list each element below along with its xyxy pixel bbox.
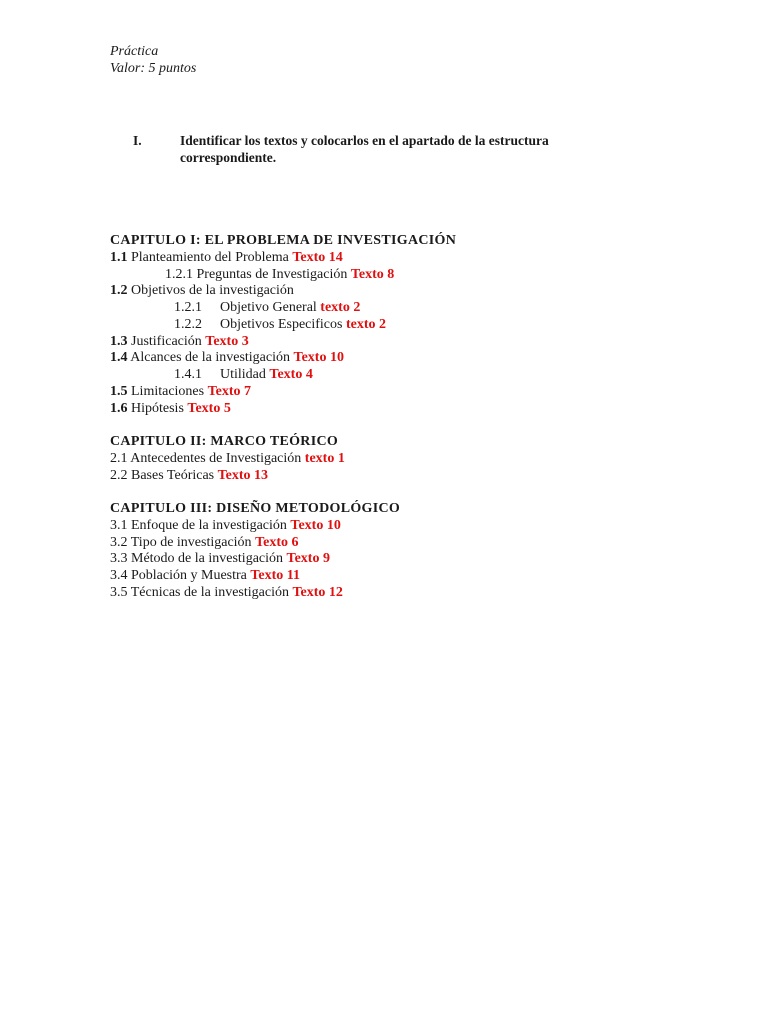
practice-title: Práctica [110,44,159,59]
item-label: Tipo de investigación [130,534,252,550]
item-answer: Texto 10 [293,350,344,366]
item-number: 1.4.1 [174,367,202,382]
point-value: Valor: 5 puntos [110,61,197,76]
item-number: 2.1 [110,450,128,466]
chapter-1 [110,233,710,417]
chapter-title: CAPITULO II: MARCO TEÓRICO [110,434,339,449]
list-item [110,384,710,401]
chapter-2 [110,434,710,484]
list-item [110,317,710,334]
item-answer: texto 2 [345,316,387,332]
item-label: Enfoque de la investigación [131,517,287,533]
list-item [110,568,710,585]
item-number: 1.5 [110,383,128,399]
list-item [110,401,710,418]
item-label: Población y Muestra [131,568,247,583]
item-label: Método de la investigación [131,551,284,567]
list-item [110,334,710,351]
item-answer: Texto 6 [255,534,299,550]
item-number: 1.2.1 [165,266,193,282]
item-label: Antecedentes de Investigación [130,450,302,466]
instruction-text: Identificar los textos y colocarlos en el apartado de la estructura correspondiente. [180,133,549,165]
list-item [110,585,710,602]
item-number: 3.2 [110,534,128,550]
item-number: 3.1 [110,517,128,533]
item-number: 1.2.2 [174,316,202,332]
item-number: 1.3 [110,333,128,349]
item-answer: Texto 9 [286,551,330,567]
item-number: 1.6 [110,400,128,416]
item-label: Limitaciones [131,383,205,399]
item-answer: Texto 12 [292,584,343,600]
list-item [110,283,710,300]
list-item [110,367,710,384]
chapter-title: CAPITULO III: DISEÑO METODOLÓGICO [110,501,401,516]
chapter-title: CAPITULO I: EL PROBLEMA DE INVESTIGACIÓN [110,233,457,248]
item-answer: Texto 4 [269,367,313,382]
item-number: 1.1 [110,249,128,265]
item-answer: Texto 5 [187,400,231,416]
item-number: 3.5 [110,584,128,600]
item-answer: Texto 7 [207,383,252,399]
item-label: Preguntas de Investigación [196,266,348,282]
list-item [110,468,710,485]
list-item [110,250,710,267]
item-label: Utilidad [220,367,266,382]
item-label: Objetivo General [220,300,317,315]
list-item [110,350,710,367]
list-item [110,300,710,317]
item-answer: Texto 10 [290,517,341,533]
instruction-number: I. [133,133,142,148]
item-answer: texto 1 [304,450,345,466]
item-number: 1.2 [110,283,128,299]
list-item [110,267,710,284]
item-answer: Texto 14 [292,249,343,265]
item-answer: Texto 13 [217,467,269,483]
item-number: 3.4 [110,568,128,583]
list-item [110,535,710,552]
item-label: Objetivos de la investigación [131,283,294,299]
item-number: 1.2.1 [174,300,202,315]
item-number: 3.3 [110,551,128,567]
item-label: Justificación [131,333,202,349]
item-number: 2.2 [110,467,128,483]
item-answer: Texto 11 [250,568,301,583]
item-label: Planteamiento del Problema [131,249,289,265]
list-item [110,451,710,468]
item-label: Alcances de la investigación [130,350,291,366]
item-label: Objetivos Especificos [220,316,343,332]
list-item [110,551,710,568]
item-label: Técnicas de la investigación [130,584,289,600]
chapter-3 [110,501,710,602]
item-label: Bases Teóricas [131,467,215,483]
item-number: 1.4 [110,350,128,366]
item-label: Hipótesis [131,400,184,416]
item-answer: Texto 3 [205,333,249,349]
item-answer: texto 2 [320,300,361,315]
list-item [110,518,710,535]
item-answer: Texto 8 [350,266,395,282]
